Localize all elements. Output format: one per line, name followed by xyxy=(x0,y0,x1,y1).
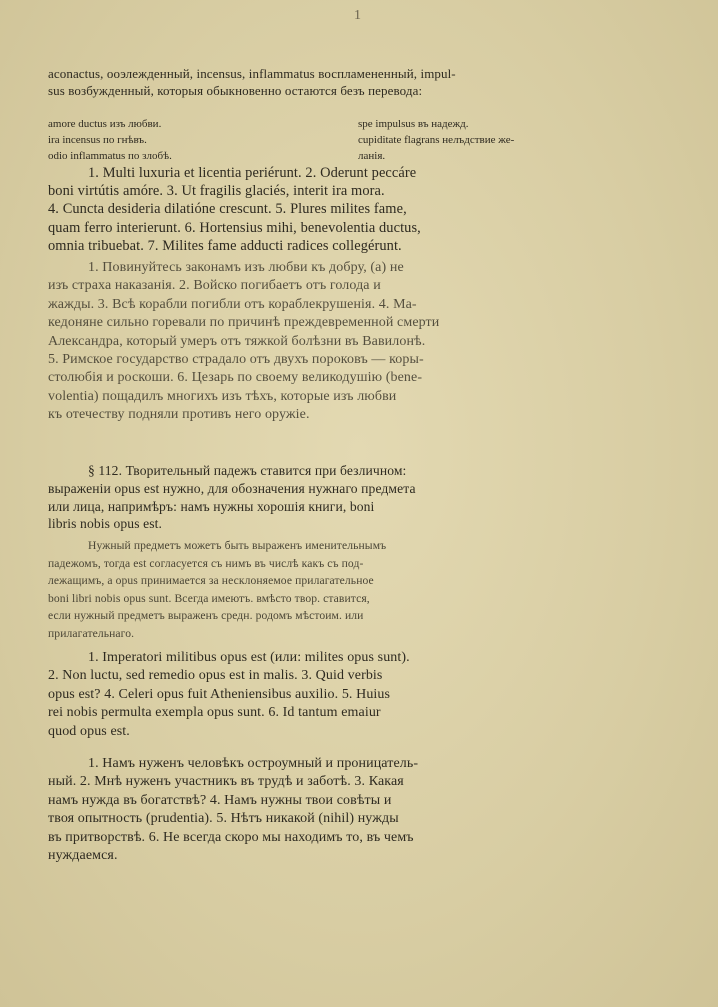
text-line: boni libri nobis opus sunt. Всегда имеютъ. вмѣсто твор. ставится, xyxy=(48,591,370,605)
text-line: въ притворствѣ. 6. Не всегда скоро мы находимъ то, въ чемъ xyxy=(48,829,414,845)
intro-paragraph xyxy=(48,66,678,99)
vocab-right: cupiditate flagrans нелъдствие же- xyxy=(358,134,515,146)
text-line: sus возбужденный, которыя обыкновенно остаются безъ перевода: xyxy=(48,82,423,98)
text-line: 1. Намъ нуженъ человѣкъ остроумный и проницатель- xyxy=(88,756,419,771)
text-line: ный. 2. Мнѣ нуженъ участникъ въ трудѣ и заботѣ. 3. Какая xyxy=(48,774,404,790)
text-line: выраженіи opus est нужно, для обозначения нужнаго предмета xyxy=(48,480,416,496)
text-line: къ отечеству подняли противъ него оружіе. xyxy=(48,407,310,423)
text-line: 5. Римское государство страдало отъ двухъ пороковъ — коры- xyxy=(48,351,424,367)
text-line: quam ferro interierunt. 6. Hortensius mihi, benevolentia ductus, xyxy=(48,219,421,236)
text-line: 1. Multi luxuria et licentia periérunt. 2. Oderunt peccáre xyxy=(88,165,417,181)
text-line: 2. Non luctu, sed remedio opus est in malis. 3. Quid verbis xyxy=(48,668,383,684)
vocab-left: odio inflammatus по злобѣ. xyxy=(48,150,172,162)
text-line: 1. Повинуйтесь законамъ изъ любви къ добру, (а) не xyxy=(88,260,404,275)
latin-exercise-2 xyxy=(48,649,678,741)
text-line: изъ страха наказанія. 2. Войско погибаетъ отъ голода и xyxy=(48,278,381,294)
text-line: жажды. 3. Всѣ корабли погибли отъ кораблекрушенія. 4. Ма- xyxy=(48,296,417,312)
text-line: omnia tribuebat. 7. Milites fame adducti radices collegérunt. xyxy=(48,237,402,254)
text-line: столюбія и роскоши. 6. Цезарь по своему великодушію (bene- xyxy=(48,370,423,386)
vocab-row xyxy=(48,116,678,132)
text-line: rei nobis permulta exempla opus sunt. 6. Id tantum emaiur xyxy=(48,705,381,721)
vocab-left: ira incensus по гнѣвъ. xyxy=(48,134,147,146)
text-line: лежащимъ, а opus принимается за несклоняемое прилагательное xyxy=(48,574,374,587)
text-line: твоя опытность (prudentia). 5. Нѣтъ никакой (nihil) нужды xyxy=(48,811,399,827)
text-line: 4. Cuncta desideria dilatióne crescunt. 5. Plures milites fame, xyxy=(48,201,407,218)
section-heading-line: § 112. Творительный падежъ ставится при безличном: xyxy=(88,463,407,478)
vocabulary-list xyxy=(48,116,678,164)
text-line: 1. Imperatori militibus opus est (или: milites opus sunt). xyxy=(88,650,410,665)
text-line: падежомъ, тогда est согласуется съ нимъ въ числѣ какъ съ под- xyxy=(48,556,364,570)
page-mark: 1 xyxy=(354,8,361,23)
grammar-note xyxy=(48,537,678,642)
russian-exercise-2 xyxy=(48,755,678,865)
latin-exercise-1 xyxy=(48,164,678,255)
section-112 xyxy=(48,462,678,533)
vocab-left: amore ductus изъ любви. xyxy=(48,118,162,130)
vocab-row xyxy=(48,148,678,164)
vocab-row xyxy=(48,132,678,148)
text-line: прилагательнаго. xyxy=(48,626,135,640)
text-line: если нужный предметъ выраженъ средн. родомъ мѣстоим. или xyxy=(48,609,364,622)
text-line: Александра, который умеръ отъ тяжкой болѣзни въ Вавилонѣ. xyxy=(48,333,426,349)
text-line: или лица, напримѣръ: намъ нужны хорошія книги, boni xyxy=(48,498,375,514)
text-line: libris nobis opus est. xyxy=(48,516,162,532)
text-line: boni virtútis amóre. 3. Ut fragilis glaciés, interit ira mora. xyxy=(48,183,385,200)
text-line: кедоняне сильно горевали по причинѣ преждевременной смерти xyxy=(48,315,440,331)
text-line: opus est? 4. Celeri opus fuit Atheniensibus auxilio. 5. Huius xyxy=(48,686,391,702)
text-line: Нужный предметъ можетъ быть выраженъ именительнымъ xyxy=(88,539,387,552)
text-line: намъ нужда въ богатствѣ? 4. Намъ нужны твои совѣты и xyxy=(48,792,392,808)
text-line: volentia) пощадилъ многихъ изъ тѣхъ, которые изъ любви xyxy=(48,388,397,404)
text-line: quod opus est. xyxy=(48,723,130,739)
text-line: aconactus, ооэлежденный, incensus, inflammatus воспламененный, impul- xyxy=(48,66,456,81)
text-line: нуждаемся. xyxy=(48,847,118,863)
vocab-right: ланія. xyxy=(358,150,386,162)
vocab-right: spe impulsus въ надежд. xyxy=(358,118,469,130)
russian-exercise-1 xyxy=(48,259,678,425)
